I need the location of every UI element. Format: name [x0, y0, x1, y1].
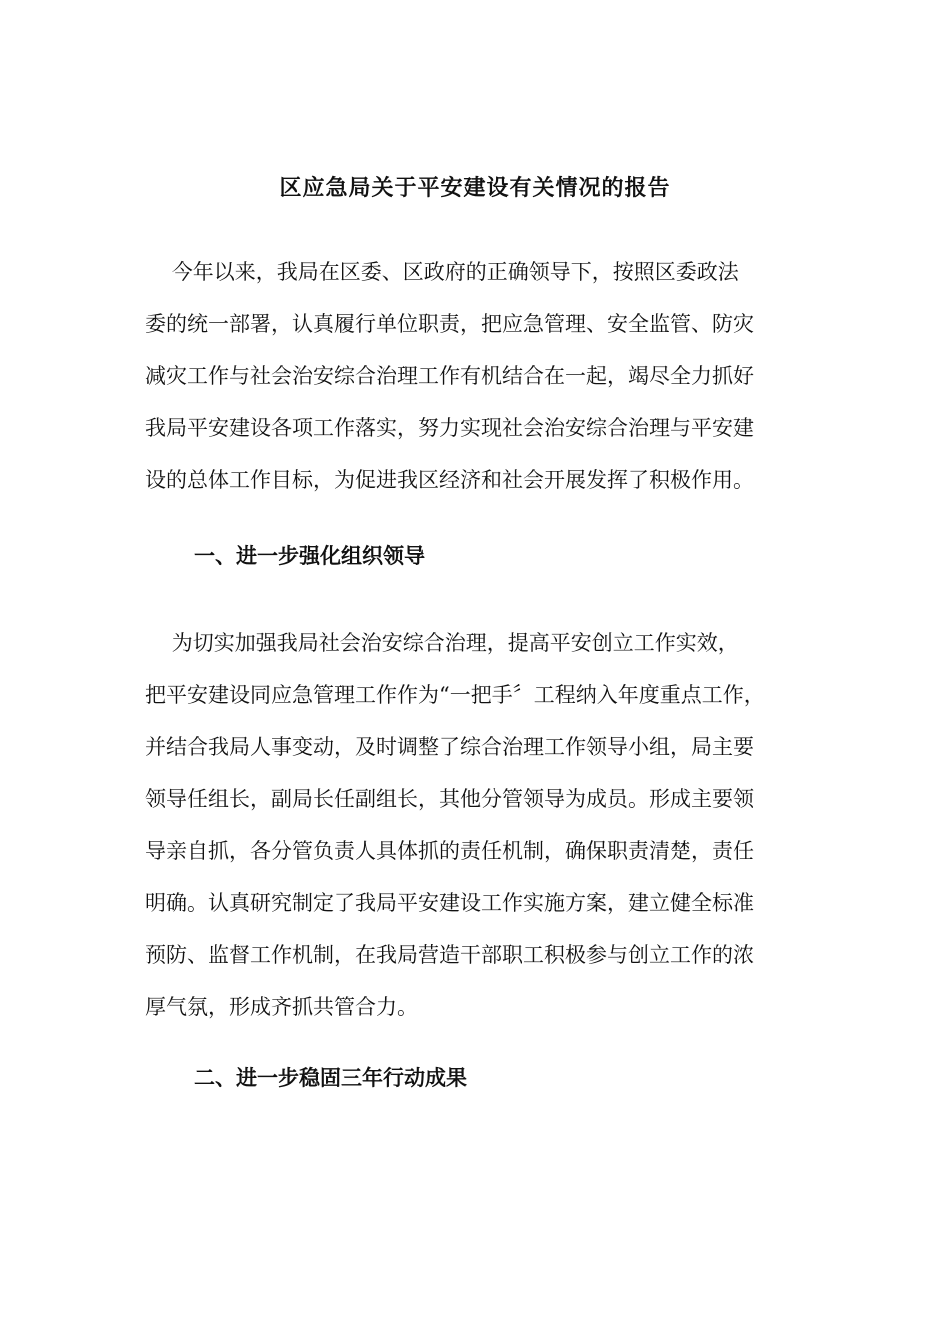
paragraph-organization [145, 617, 805, 1033]
paragraph-line: 导亲自抓，各分管负责人具体抓的责任机制，确保职责清楚，责任 [145, 839, 754, 863]
paragraph-line: 委的统一部署，认真履行单位职责，把应急管理、安全监管、防灾 [145, 312, 754, 336]
paragraph-line: 厚气氛，形成齐抓共管合力。 [145, 995, 418, 1019]
paragraph-line: 领导任组长，副局长任副组长，其他分管领导为成员。形成主要领 [145, 787, 754, 811]
section-heading-2: 二、进一步稳固三年行动成果 [194, 1065, 467, 1090]
section-heading-1: 一、进一步强化组织领导 [194, 543, 425, 568]
paragraph-line: 预防、监督工作机制，在我局营造干部职工积极参与创立工作的浓 [145, 943, 754, 967]
document-title: 区应急局关于平安建设有关情况的报告 [279, 175, 671, 201]
paragraph-line: 把平安建设同应急管理工作作为“一把手〞工程纳入年度重点工作， [145, 683, 765, 707]
paragraph-line: 明确。认真研究制定了我局平安建设工作实施方案，建立健全标准 [145, 891, 754, 915]
paragraph-line: 并结合我局人事变动，及时调整了综合治理工作领导小组，局主要 [145, 735, 754, 759]
paragraph-intro [145, 246, 805, 506]
paragraph-line: 今年以来，我局在区委、区政府的正确领导下，按照区委政法 [145, 260, 739, 284]
paragraph-line: 我局平安建设各项工作落实，努力实现社会治安综合治理与平安建 [145, 416, 754, 440]
paragraph-line: 为切实加强我局社会治安综合治理，提高平安创立工作实效， [145, 631, 739, 655]
paragraph-line: 减灾工作与社会治安综合治理工作有机结合在一起，竭尽全力抓好 [145, 364, 754, 388]
paragraph-line: 设的总体工作目标，为促进我区经济和社会开展发挥了积极作用。 [145, 468, 754, 492]
